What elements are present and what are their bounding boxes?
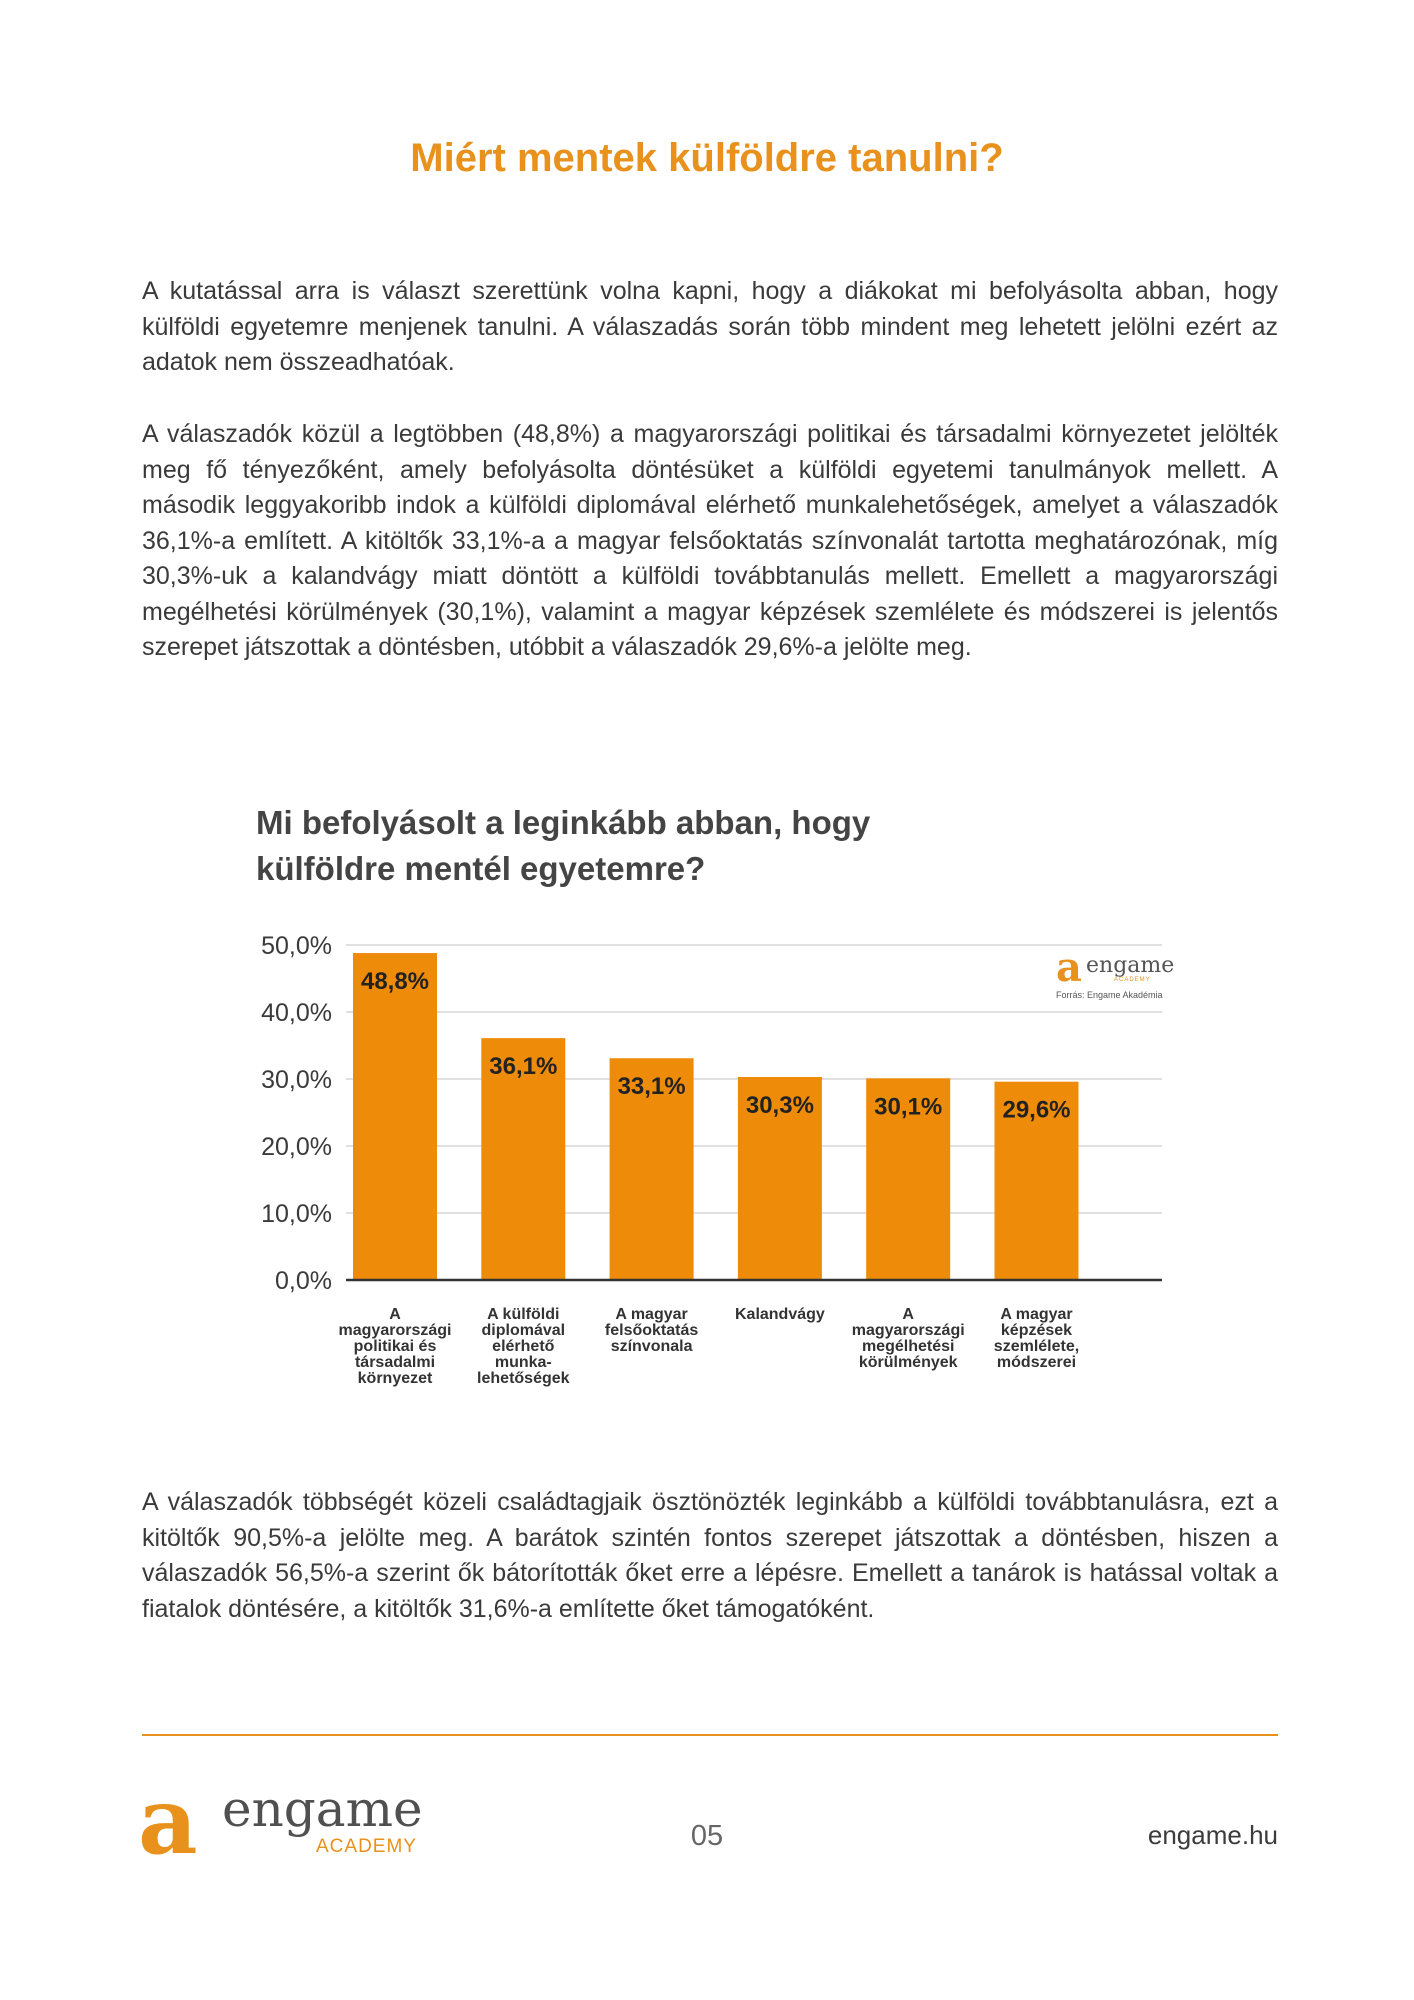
x-tick-label: lehetőségek bbox=[477, 1370, 570, 1387]
y-tick-label: 30,0% bbox=[261, 1066, 332, 1094]
footer-divider bbox=[142, 1734, 1278, 1736]
engame-logo-mark-icon: a bbox=[138, 1767, 198, 1875]
data-label: 30,1% bbox=[874, 1093, 943, 1121]
x-tick-label: társadalmi bbox=[354, 1354, 436, 1371]
intro-paragraph: A kutatással arra is választ szerettünk volna kapni, hogy a diákokat mi befolyásolta abban, hogy külföldi egyetemre menjenek tanulni. A válaszadás során több mindent meg lehetett jelölni ezért az adatok nem összeadhatóak. bbox=[142, 277, 1278, 376]
y-tick-label: 40,0% bbox=[261, 999, 332, 1027]
footer-logo-word: engame bbox=[222, 1780, 423, 1838]
y-tick-label: 0,0% bbox=[275, 1267, 332, 1295]
influencers-paragraph: A válaszadók többségét közeli családtagjaik ösztönözték leginkább a külföldi továbbtanulásra, ezt a kitöltők 90,5%-a jelölte meg. A barátok szintén fontos szerepet játszottak a döntésben, hiszen a válaszadók 56,5%-a szerint ők bátorították őket erre a lépésre. Emellett a tanárok is hatással voltak a fiatalok döntésére, a kitöltők 31,6%-a említette őket támogatóként. bbox=[142, 1488, 1278, 1623]
chart-logo-sub: ACADEMY bbox=[1114, 977, 1151, 983]
footer-logo-sub: ACADEMY bbox=[316, 1836, 417, 1857]
chart-source-note: Forrás: Engame Akadémia bbox=[1056, 990, 1163, 1000]
page-title: Miért mentek külföldre tanulni? bbox=[410, 136, 1004, 180]
x-tick-label: A bbox=[389, 1306, 401, 1323]
x-tick-label: Kalandvágy bbox=[734, 1306, 825, 1323]
x-tick-label: A külföldi bbox=[487, 1306, 560, 1323]
footer-logo bbox=[138, 1767, 438, 1875]
x-tick-label: körülmények bbox=[858, 1354, 958, 1371]
x-tick-label: A magyar bbox=[615, 1306, 688, 1323]
x-tick-label: környezet bbox=[357, 1370, 433, 1387]
page-number: 05 bbox=[690, 1820, 724, 1852]
data-label: 36,1% bbox=[489, 1053, 558, 1081]
data-label: 30,3% bbox=[745, 1091, 814, 1119]
data-label: 48,8% bbox=[360, 968, 430, 996]
x-tick-label: felsőoktatás bbox=[604, 1322, 699, 1339]
x-tick-label: elérhető bbox=[492, 1338, 555, 1355]
x-tick-label: diplomával bbox=[481, 1322, 566, 1339]
chart-logo-word: engame bbox=[1086, 953, 1175, 978]
bar bbox=[353, 953, 437, 1280]
x-tick-label: módszerei bbox=[996, 1354, 1077, 1371]
data-label: 33,1% bbox=[617, 1073, 686, 1101]
y-tick-label: 20,0% bbox=[261, 1133, 332, 1161]
y-tick-label: 10,0% bbox=[261, 1200, 332, 1228]
x-tick-label: megélhetési bbox=[861, 1338, 955, 1355]
x-tick-label: magyarországi bbox=[338, 1322, 452, 1339]
x-tick-label: A bbox=[902, 1306, 914, 1323]
x-tick-label: színvonala bbox=[610, 1338, 693, 1355]
results-paragraph: A válaszadók közül a legtöbben (48,8%) a magyarországi politikai és társadalmi környezetet jelölték meg fő tényezőként, amely befolyásolta döntésüket a külföldi egyetemi tanulmányok mellett. A második leggyakoribb indok a külföldi diplomával elérhető munkalehetőségek, amelyet a válaszadók 36,1%-a említett. A kitöltők 33,1%-a a magyar felsőoktatás színvonalát tartotta meghatározónak, míg 30,3%-uk a kalandvágy miatt döntött a külföldi továbbtanulás mellett. Emellett a magyarországi megélhetési körülmények (30,1%), valamint a magyar képzések szemlélete és módszerei is jelentős szerepet játszottak a döntésben, utóbbit a válaszadók 29,6%-a jelölte meg. bbox=[142, 420, 1278, 661]
x-tick-label: A magyar bbox=[1000, 1306, 1073, 1323]
y-tick-label: 50,0% bbox=[261, 932, 332, 960]
chart-logo bbox=[1056, 944, 1175, 1006]
x-tick-label: képzések bbox=[1000, 1322, 1073, 1339]
data-label: 29,6% bbox=[1002, 1096, 1071, 1124]
chart-title: Mi befolyásolt a leginkább abban, hogy külföldre mentél egyetemre? bbox=[256, 804, 871, 887]
site-url: engame.hu bbox=[1147, 1820, 1278, 1850]
x-tick-label: magyarországi bbox=[851, 1322, 965, 1339]
x-tick-label: politikai és bbox=[353, 1338, 437, 1355]
x-tick-label: munka- bbox=[494, 1354, 552, 1371]
engame-logo-mark-icon: a bbox=[1056, 944, 1082, 991]
x-tick-label: szemlélete, bbox=[993, 1338, 1080, 1355]
